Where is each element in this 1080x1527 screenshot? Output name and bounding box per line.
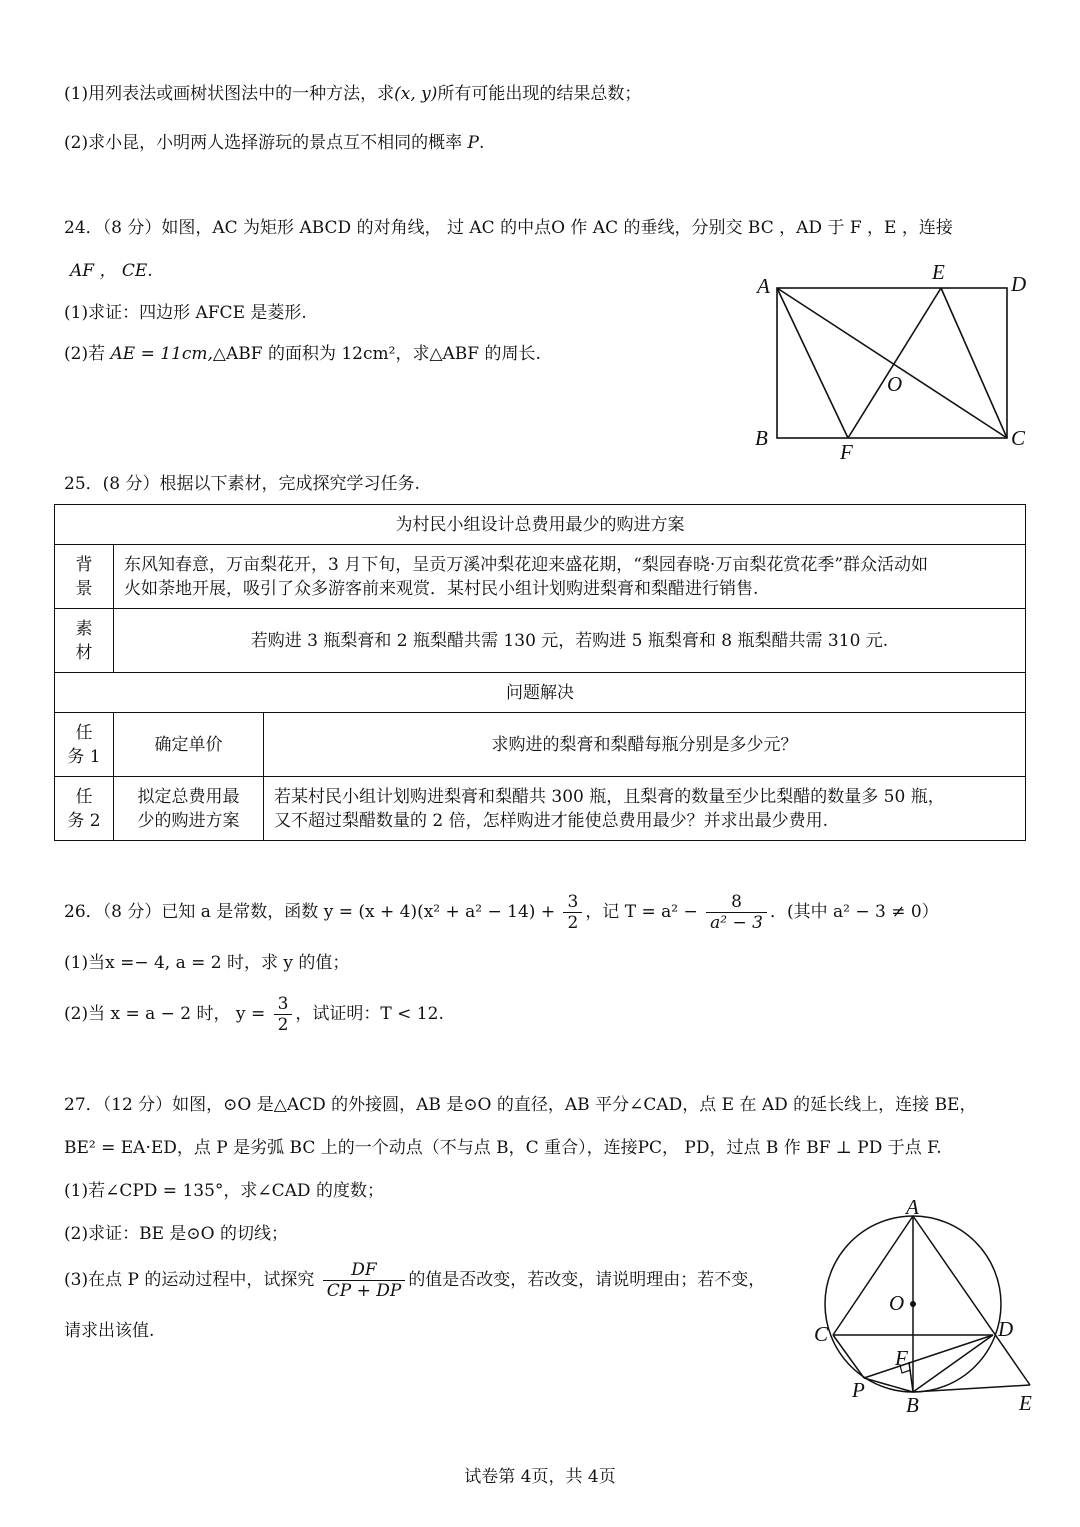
q24-diagonal-ac: [777, 288, 1007, 438]
q26-stem-tail: ．(其中 a² − 3 ≠ 0）: [769, 902, 939, 922]
q26-frac-1-den: 2: [567, 913, 579, 933]
q27-frac: [323, 1260, 406, 1301]
q25-mat-label: [55, 609, 114, 673]
q24-label-b: B: [755, 426, 768, 450]
q25-task1-label-2: 务 1: [67, 746, 101, 767]
q27-stem-line2: BE² = EA·ED，点 P 是劣弧 BC 上的一个动点（不与点 B，C 重合），连接PC， PD，过点 B 作 BF ⊥ PD 于点 F.: [64, 1138, 942, 1158]
q27-frac-den: CP + DP: [326, 1281, 402, 1301]
q25-task-table: [54, 504, 1026, 841]
q24-label-c: C: [1011, 426, 1026, 450]
q26-part1: (1)当x =− 4, a = 2 时，求 y 的值；: [64, 953, 350, 973]
q24-stem-line2: AF ， CE.: [70, 261, 153, 281]
q25-bg-text-2: 火如荼地开展，吸引了众多游客前来观赏．某村民小组计划购进梨膏和梨醋进行销售.: [124, 578, 759, 599]
q26-part2-text: (2)当 x = a − 2 时， y =: [64, 1004, 266, 1024]
table-row: [55, 713, 1026, 777]
q27-label-a: A: [906, 1195, 919, 1219]
q25-task1-label-1: 任: [75, 722, 93, 743]
q26-frac-1: [563, 892, 582, 933]
q26-frac-2: [706, 892, 767, 933]
q27-part3-last: 请求出该值.: [64, 1321, 155, 1341]
q25-task2-name-1: 拟定总费用最: [137, 786, 240, 807]
q27-center-dot: [910, 1301, 916, 1307]
q25-mat-text: 若购进 3 瓶梨膏和 2 瓶梨醋共需 130 元，若购进 5 瓶梨膏和 8 瓶梨醋共需 310 元.: [114, 609, 1026, 673]
q23-part2: [64, 131, 484, 155]
q26-part2: [64, 990, 444, 1038]
table-row: [55, 505, 1026, 545]
q25-problem-header: 问题解决: [55, 673, 1026, 713]
q26-frac-3: [274, 994, 293, 1035]
q25-table-title: 为村民小组设计总费用最少的购进方案: [55, 505, 1026, 545]
q27-segment-pb: [864, 1378, 913, 1392]
q27-part3: [64, 1256, 765, 1304]
q24-label-a: A: [757, 274, 770, 298]
q25-task2-text: [264, 777, 1026, 841]
q25-task1-label: [55, 713, 114, 777]
q26-stem: [64, 888, 939, 936]
q27-segment-cp: [833, 1335, 864, 1378]
q27-label-p: P: [852, 1378, 865, 1402]
q25-mat-label-1: 素: [75, 618, 93, 639]
q26-frac-3-den: 2: [277, 1015, 289, 1035]
q25-bg-text-1: 东风知春意，万亩梨花开，3 月下旬，呈贡万溪冲梨花迎来盛花期，“梨园春晓·万亩梨花赏花季”群众活动如: [124, 554, 929, 575]
q24-segment-ef: [848, 288, 941, 438]
q24-segment-ec: [941, 288, 1007, 438]
q23-part2-tail: .: [478, 133, 485, 153]
q25-bg-text: [114, 545, 1026, 609]
q24-label-d: D: [1011, 272, 1027, 296]
q27-part3-text: (3)在点 P 的运动过程中，试探究: [64, 1270, 315, 1290]
q24-label-e: E: [932, 260, 945, 284]
q27-label-f: F: [895, 1346, 908, 1370]
q24-part2-mid: △ABF 的面积为: [212, 344, 342, 364]
q27-segment-ae: [913, 1216, 1030, 1385]
q24-label-o: O: [887, 372, 903, 396]
q26-frac-2-den: a² − 3: [710, 913, 763, 933]
q24-part2-tail: ，求△ABF 的周长.: [395, 344, 541, 364]
q25-task2-label-1: 任: [75, 786, 93, 807]
q24-part2: [64, 342, 541, 366]
q27-segment-be: [913, 1385, 1030, 1392]
q25-stem: 25．(8 分）根据以下素材，完成探究学习任务.: [64, 474, 420, 494]
q25-task2-text-1: 若某村民小组计划购进梨膏和梨醋共 300 瓶，且梨膏的数量至少比梨醋的数量多 50 瓶，: [274, 786, 945, 807]
q25-task2-text-2: 又不超过梨醋数量的 2 倍，怎样购进才能使总费用最少？并求出最少费用.: [274, 810, 829, 831]
q27-label-o: O: [889, 1291, 905, 1315]
table-row: [55, 673, 1026, 713]
page-footer: 试卷第 4页，共 4页: [464, 1467, 616, 1487]
q24-stem-line1: 24．（8 分）如图，AC 为矩形 ABCD 的对角线， 过 AC 的中点O 作 AC 的垂线，分别交 BC ，AD 于 F ，E ，连接: [64, 218, 953, 238]
q25-task1-name: 确定单价: [114, 713, 264, 777]
q24-part1: (1)求证：四边形 AFCE 是菱形.: [64, 303, 307, 323]
q23-part1-var: (x, y): [394, 84, 438, 104]
q23-part1: [64, 82, 641, 106]
q27-label-e: E: [1019, 1391, 1032, 1415]
q25-task2-label-2: 务 2: [67, 810, 101, 831]
q25-task2-label: [55, 777, 114, 841]
q26-stem-mid: ，记 T = a² −: [585, 902, 698, 922]
q25-task2-name-2: 少的购进方案: [137, 810, 240, 831]
table-row: [55, 545, 1026, 609]
table-row: [55, 609, 1026, 673]
q25-bg-label-2: 景: [75, 578, 93, 599]
q27-stem-line1: 27．（12 分）如图，⊙O 是△ACD 的外接圆，AB 是⊙O 的直径，AB 平分∠CAD，点 E 在 AD 的延长线上，连接 BE，: [64, 1095, 977, 1115]
q24-part2-ae: AE = 11cm,: [110, 344, 213, 364]
q26-frac-1-num: 3: [563, 892, 582, 913]
q26-part2-tail: ，试证明：T < 12.: [295, 1004, 444, 1024]
table-row: [55, 777, 1026, 841]
q27-part2: (2)求证：BE 是⊙O 的切线；: [64, 1224, 288, 1244]
q27-label-b: B: [906, 1393, 919, 1417]
q27-segment-ac: [833, 1216, 913, 1335]
q27-frac-num: DF: [323, 1260, 406, 1281]
q23-part1-tail: 所有可能出现的结果总数；: [437, 84, 642, 104]
q25-mat-label-2: 材: [75, 642, 93, 663]
q27-part3-tail: 的值是否改变，若改变，请说明理由；若不变，: [408, 1270, 766, 1290]
q25-bg-label-1: 背: [75, 554, 93, 575]
q24-part2-area: 12cm²: [341, 344, 396, 364]
q27-figure: [800, 1195, 1050, 1420]
q26-frac-3-num: 3: [274, 994, 293, 1015]
q23-part2-text: (2)求小昆，小明两人选择游玩的景点互不相同的概率: [64, 133, 463, 153]
q27-segment-pd: [864, 1335, 993, 1378]
q24-label-f: F: [840, 440, 853, 464]
q27-label-d: D: [998, 1317, 1014, 1341]
q24-part2-text: (2)若: [64, 344, 111, 364]
q26-frac-2-num: 8: [706, 892, 767, 913]
q27-label-c: C: [814, 1322, 829, 1346]
q25-bg-label: [55, 545, 114, 609]
q27-part1: (1)若∠CPD = 135°，求∠CAD 的度数；: [64, 1181, 384, 1201]
q23-part1-text: (1)用列表法或画树状图法中的一种方法，求: [64, 84, 395, 104]
q27-segment-bd: [913, 1335, 993, 1392]
q25-task1-text: 求购进的梨膏和梨醋每瓶分别是多少元？: [264, 713, 1026, 777]
q24-figure: [745, 255, 1045, 470]
q23-part2-var: P: [467, 133, 479, 153]
q25-task2-name: [114, 777, 264, 841]
q26-stem-text: 26．（8 分）已知 a 是常数，函数 y = (x + 4)(x² + a² − 14) +: [64, 902, 556, 922]
